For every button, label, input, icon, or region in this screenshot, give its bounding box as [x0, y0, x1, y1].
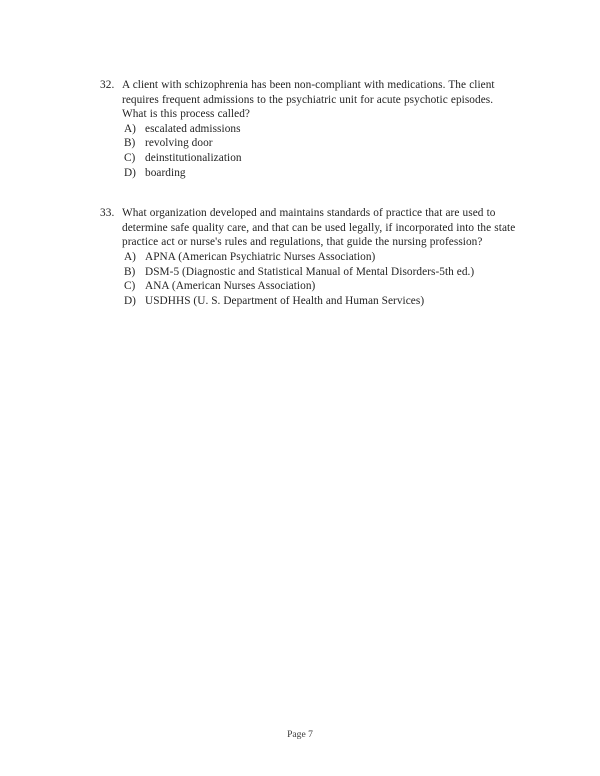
choice-letter: C): [124, 151, 136, 164]
choice-option[interactable]: [124, 265, 518, 280]
choice-list: [100, 122, 518, 180]
choice-option[interactable]: [124, 166, 518, 181]
choice-text: ANA (American Nurses Association): [145, 280, 316, 293]
choice-option[interactable]: [124, 294, 518, 309]
question-number: 32.: [100, 79, 115, 91]
choice-letter: D): [124, 166, 136, 179]
question-text: What organization developed and maintains standards of practice that are used to determine safe quality care, and that can be used legally, if incorporated into the state practice act or nurse's rules and regulations, that guide the nursing profession?: [122, 207, 516, 249]
choice-text: APNA (American Psychiatric Nurses Association): [145, 250, 376, 263]
question-item: [100, 206, 518, 308]
choice-text: boarding: [145, 166, 186, 179]
choice-list: [100, 250, 518, 308]
choice-option[interactable]: [124, 136, 518, 151]
choice-text: DSM-5 (Diagnostic and Statistical Manual of Mental Disorders-5th ed.): [145, 265, 475, 278]
choice-letter: C): [124, 280, 136, 293]
choice-letter: D): [124, 294, 136, 307]
choice-option[interactable]: [124, 151, 518, 166]
question-text: A client with schizophrenia has been non-compliant with medications. The client requires frequent admissions to the psychiatric unit for acute psychotic episodes. What is this process called?: [122, 79, 495, 121]
question-item: [100, 78, 518, 180]
choice-text: USDHHS (U. S. Department of Health and Human Services): [145, 294, 425, 307]
question-list: [100, 78, 518, 334]
choice-option[interactable]: [124, 279, 518, 294]
choice-letter: B): [124, 265, 136, 278]
page-footer: Page 7: [287, 729, 313, 740]
choice-text: escalated admissions: [145, 122, 241, 135]
choice-text: revolving door: [145, 137, 213, 150]
choice-text: deinstitutionalization: [145, 151, 242, 164]
question-number: 33.: [100, 207, 115, 220]
question-stem-row: [100, 78, 518, 122]
question-stem-row: [100, 206, 518, 250]
choice-letter: B): [124, 137, 136, 150]
choice-letter: A): [124, 250, 136, 263]
choice-letter: A): [124, 122, 136, 135]
choice-option[interactable]: [124, 122, 518, 137]
choice-option[interactable]: [124, 250, 518, 265]
